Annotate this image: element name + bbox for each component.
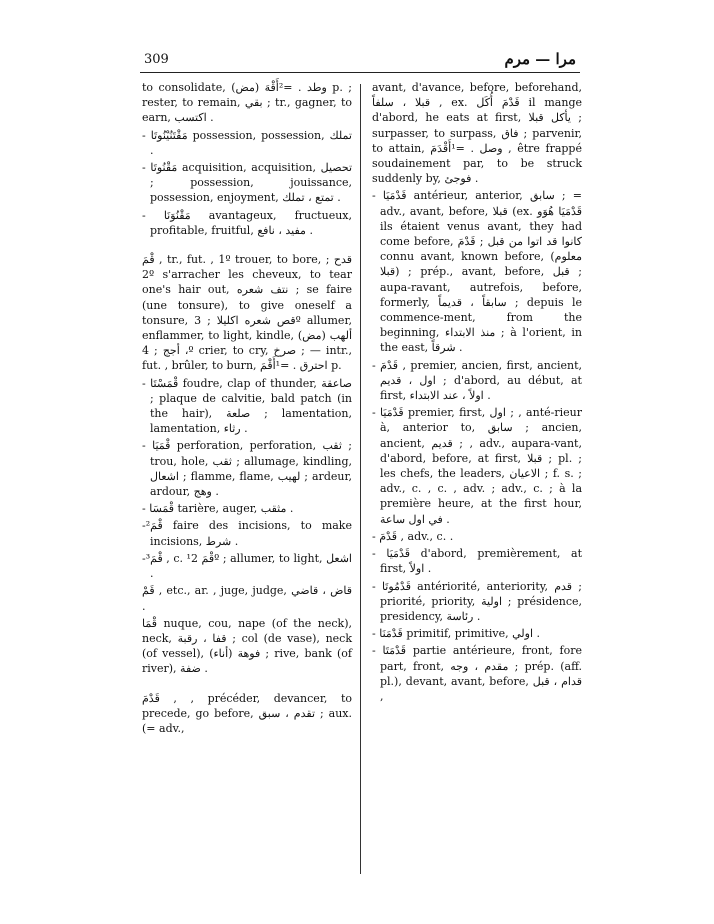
dictionary-entry: - قَدْمَ , adv., c. . xyxy=(372,529,454,543)
dictionary-entry: - قَدْمَيَا premier, first, اول ; , anté-rieur à, anterior to, سابق ; ancien, ancient, قديم ; , adv., aupara-vant, d'abord, before, at first, قبلا ; pl. ; les chefs, the leaders, الاعيان ; f. s. ; adv., c. , c. , adv. ; adv., c. ; à la première heure, at the first hour, في اول ساعة . xyxy=(372,406,582,526)
dictionary-entry: - قْمَسْتَا foudre, clap of thunder, صاعقة ; plaque de calvitie, bald patch (in the hair), صلعة ; lamentation, lamentation, رثاء . xyxy=(142,376,353,436)
dictionary-entry: - قَدْمَيَا antérieur, anterior, سابق ; = adv., avant, before, قبلا (ex. قَدْمَيَا هُوَو ils étaient venus avant, they had come before, كانوا قد اتوا من قبل ; قَدْمَ connu avant, known before, (معلوم قبلا) ; prép., avant, before, قبل ; aupa-ravant, autrefois, before, formerly, سابقاً ، قديماً ; depuis le commence-ment, from the beginning, منذ الابتداء ; à l'orient, in the east, شرقاً . xyxy=(372,189,582,355)
dictionary-entry: - مَقْتَنُيْنُوتَا possession, possession, تملك . xyxy=(142,128,352,157)
dictionary-entry: to consolidate, (مض) وطد . =²أَقْهَ p. ; rester, to remain, بقي ; tr., gagner, to earn, اكتسب . xyxy=(142,81,352,125)
dictionary-entry: - قَدْمَيَا d'abord, premièrement, at first, اولاً . xyxy=(372,547,582,576)
dictionary-entry: قْمَا nuque, cou, nape (of the neck), neck, قفا ، رقبة ; col (de vase), neck (of vessel), فوهة (أناء) ; rive, bank (of river), ضفة . xyxy=(142,616,352,676)
dictionary-entry: - قْمَسَا tarière, auger, مثقب . xyxy=(142,502,294,516)
dictionary-entry: - قَدْمَتَا partie antérieure, front, fore part, front, مقدم ، وجه ; prép. (aff. pl.), devant, avant, before, قدام ، قبل , xyxy=(372,644,582,703)
dictionary-entry: - قْمَيَا perforation, perforation, ثقب ; trou, hole, ثقب ; allumage, kindling, اشعال ; flamme, flame, لهيب ; ardeur, ardour, وهج . xyxy=(142,439,353,499)
running-head: مرا — مرم xyxy=(504,50,576,68)
right-column xyxy=(372,80,582,706)
dictionary-entry: قْمَ , tr., fut. , 1º trouer, to bore, قدح ; 2º s'arracher les cheveux, to tear one's hair out, نتف شعره ; se faire (une tonsure), to give oneself a tonsure, قص شعره اكليلا ; 3º allumer, enflammer, to light, kindle, (مض) ألهب ، أجج ; 4º crier, to cry, صرخ ; — intr., fut. , brûler, to burn, احترق . =¹أَقْمَ p. xyxy=(142,253,353,373)
dictionary-entry: - قَدْمُوتَا antériorité, anteriority, قدم ; priorité, priority, اولية ; présidence, presidency, رئاسة . xyxy=(372,579,582,623)
dictionary-entry: -³قْمَ , c. ¹قْمَ 2º ; allumer, to light, اشعل . xyxy=(142,551,352,581)
dictionary-entry: -²قْمَ faire des incisions, to make incisions, شرط . xyxy=(142,519,352,548)
header-rule xyxy=(140,72,580,73)
dictionary-entry: - مَقْنُوَنَا avantageux, fructueux, profitable, fruitful, مفيد ، نافع . xyxy=(142,208,352,237)
dictionary-entry: قَدْمَ , , précéder, devancer, to precede, go before, تقدم ، سبق ; aux. (= adv., xyxy=(142,691,352,735)
dictionary-entry: avant, d'avance, before, beforehand, قبلا ، سلفاً , ex. قَدْمَ أُكَل il mange d'abord, he eats at first, يأكل قبلا ; surpasser, to surpass, فاق ; parvenir, to attain, وصل . =¹أَقْدَمَ , être frappé soudainement par, to be struck suddenly by, فوجئ . xyxy=(372,81,583,186)
dictionary-entry: - قَدْمَ , premier, ancien, first, ancient, اول ، قديم ; d'abord, au début, at first, اولاً ، عند الابتداء . xyxy=(372,358,582,403)
page-number: 309 xyxy=(144,52,169,67)
dictionary-entry: قَمْ , etc., ar. , juge, judge, قاض ، قاضي . xyxy=(142,584,352,613)
page-header xyxy=(140,52,580,72)
left-column xyxy=(142,80,352,738)
dictionary-entry: - مَقْنُوتَا acquisition, acquisition, تحصيل ; possession, jouissance, possession, enjoyment, تمتع ، تملك . xyxy=(142,161,353,205)
column-divider xyxy=(360,84,361,874)
dictionary-entry: - قَدْمَنَا primitif, primitive, اولي . xyxy=(372,627,541,641)
